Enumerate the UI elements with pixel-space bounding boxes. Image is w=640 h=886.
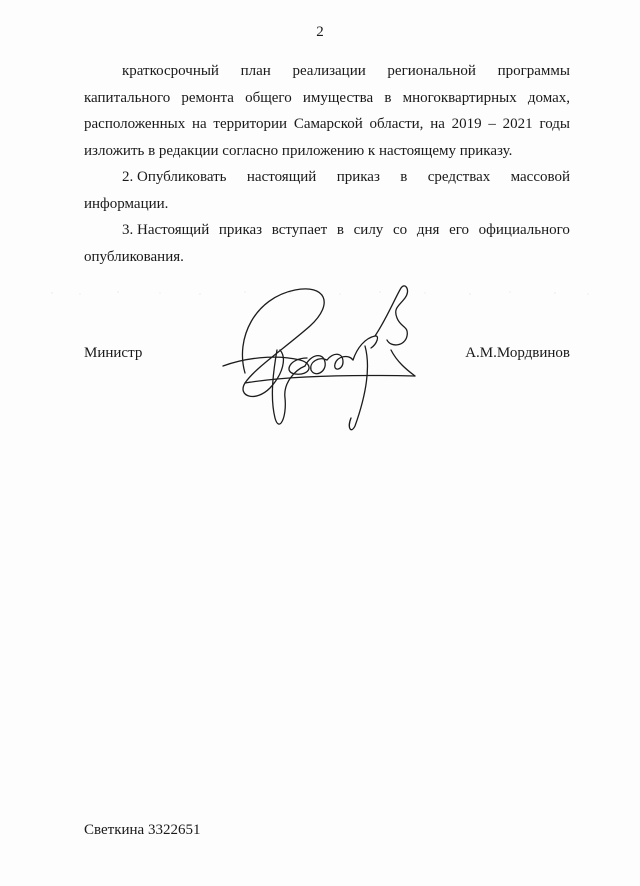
- word: дня: [416, 222, 440, 238]
- paragraph-1-line-2: капитального ремонта общего имущества в многоквартирных домах,: [84, 89, 570, 106]
- paragraph-3: [84, 217, 570, 270]
- word: вступает: [271, 222, 328, 238]
- word: настоящий: [246, 169, 317, 185]
- word: средствах: [427, 169, 491, 185]
- word: приказ: [218, 222, 263, 238]
- word: приказ: [336, 169, 380, 185]
- signatory-title: Министр: [84, 345, 143, 361]
- paragraph-1: [84, 58, 570, 164]
- paragraph-2: [84, 164, 570, 217]
- paragraph-1-line-4: изложить в редакции согласно приложению к настоящему приказу.: [84, 142, 513, 159]
- handwritten-signature: [215, 278, 425, 438]
- document-body: [84, 58, 570, 270]
- word: реализации: [292, 63, 366, 79]
- paragraph-1-line-3: расположенных на территории Самарской области, на 2019 – 2021 годы: [84, 116, 570, 132]
- word: в: [336, 222, 344, 238]
- paragraph-3-line-2: опубликования.: [84, 248, 184, 265]
- signatory-name: А.М.Мордвинов: [465, 345, 570, 361]
- word: программы: [497, 63, 570, 79]
- page-number: 2: [316, 24, 324, 40]
- word: массовой: [510, 169, 570, 185]
- word: в: [400, 169, 408, 185]
- word: краткосрочный: [122, 63, 219, 79]
- paragraph-1-line-1: [84, 58, 570, 85]
- word: 2. Опубликовать: [122, 169, 227, 185]
- word: 3. Настоящий: [122, 222, 210, 238]
- paragraph-3-line-1: [84, 217, 570, 244]
- word: со: [392, 222, 408, 238]
- paragraph-2-line-1: [84, 164, 570, 191]
- paragraph-2-line-2: информации.: [84, 195, 169, 212]
- word: его: [449, 222, 469, 238]
- word: официального: [478, 222, 570, 238]
- word: силу: [353, 222, 384, 238]
- executor-note: Светкина 3322651: [84, 822, 201, 838]
- word: план: [240, 63, 271, 79]
- word: региональной: [387, 63, 476, 79]
